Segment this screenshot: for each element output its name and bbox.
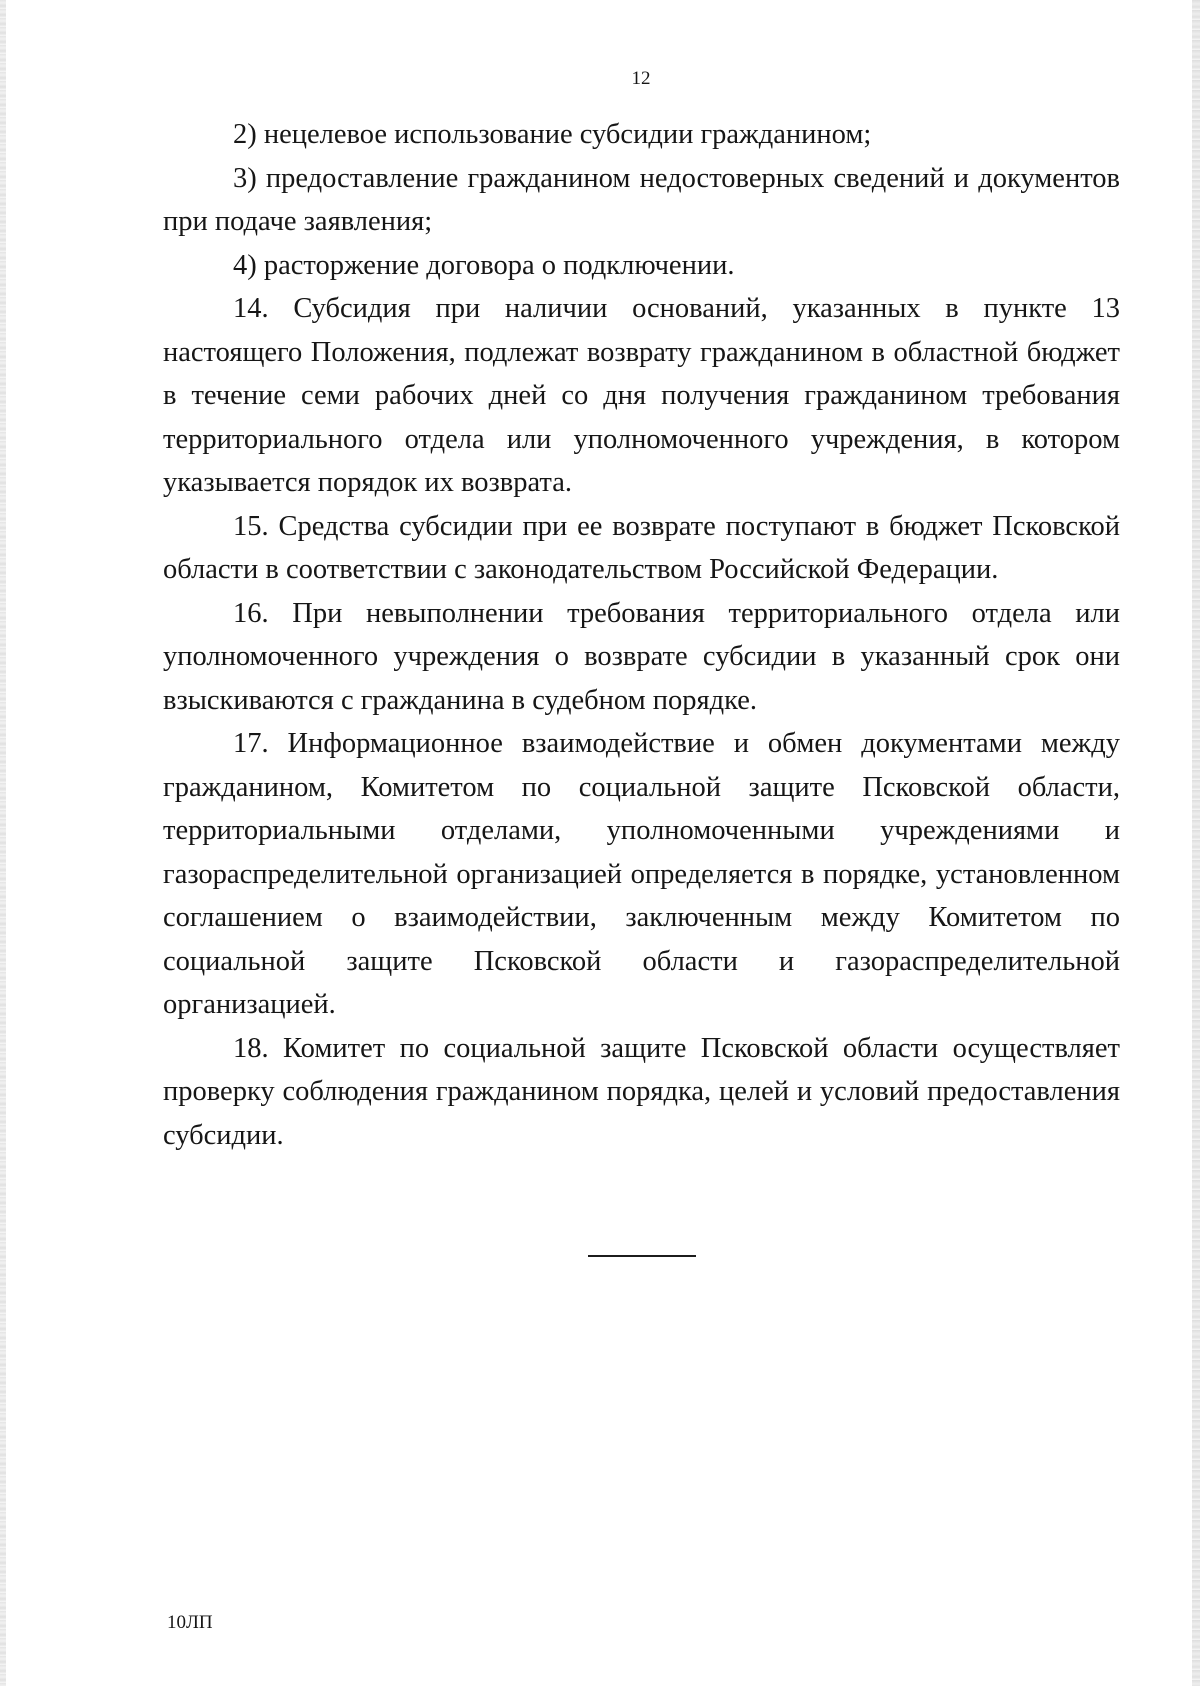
paragraph-item-2: 2) нецелевое использование субсидии гражданином; (233, 119, 872, 150)
scan-edge-right (1192, 0, 1200, 1686)
footer-document-code: 10ЛП (167, 1612, 213, 1633)
scan-edge-left (0, 0, 6, 1686)
paragraph-15: 15. Средства субсидии при ее возврате поступают в бюджет Псковской области в соответствии с законодательством Российской Федерации. (163, 510, 1120, 585)
paragraph-item-4: 4) расторжение договора о подключении. (233, 249, 735, 281)
end-of-text-rule (588, 1255, 696, 1257)
paragraph-item-3: 3) предоставление гражданином недостоверных сведений и документов при подаче заявления; (163, 162, 1120, 237)
paragraph-18: 18. Комитет по социальной защите Псковской области осуществляет проверку соблюдения гражданином порядка, целей и условий предоставления субсидии. (163, 1032, 1120, 1151)
document-body (163, 113, 1120, 1157)
paragraph-17: 17. Информационное взаимодействие и обмен документами между гражданином, Комитетом по социальной защите Псковской области, территориальными отделами, уполномоченными учреждениями и газораспределительной организацией определяется в порядке, установленном соглашением о взаимодействии, заключенным между Комитетом по социальной защите Псковской области и газораспределительной организацией. (163, 728, 1120, 1020)
paragraph-16: 16. При невыполнении требования территориального отдела или уполномоченного учреждения о возврате субсидии в указанный срок они взыскиваются с гражданина в судебном порядке. (163, 597, 1120, 716)
paragraph-14: 14. Субсидия при наличии оснований, указанных в пункте 13 настоящего Положения, подлежат возврату гражданином в областной бюджет в течение семи рабочих дней со дня получения гражданином требования территориального отдела или уполномоченного учреждения, в котором указывается порядок их возврата. (163, 293, 1120, 498)
page-number: 12 (631, 68, 651, 89)
